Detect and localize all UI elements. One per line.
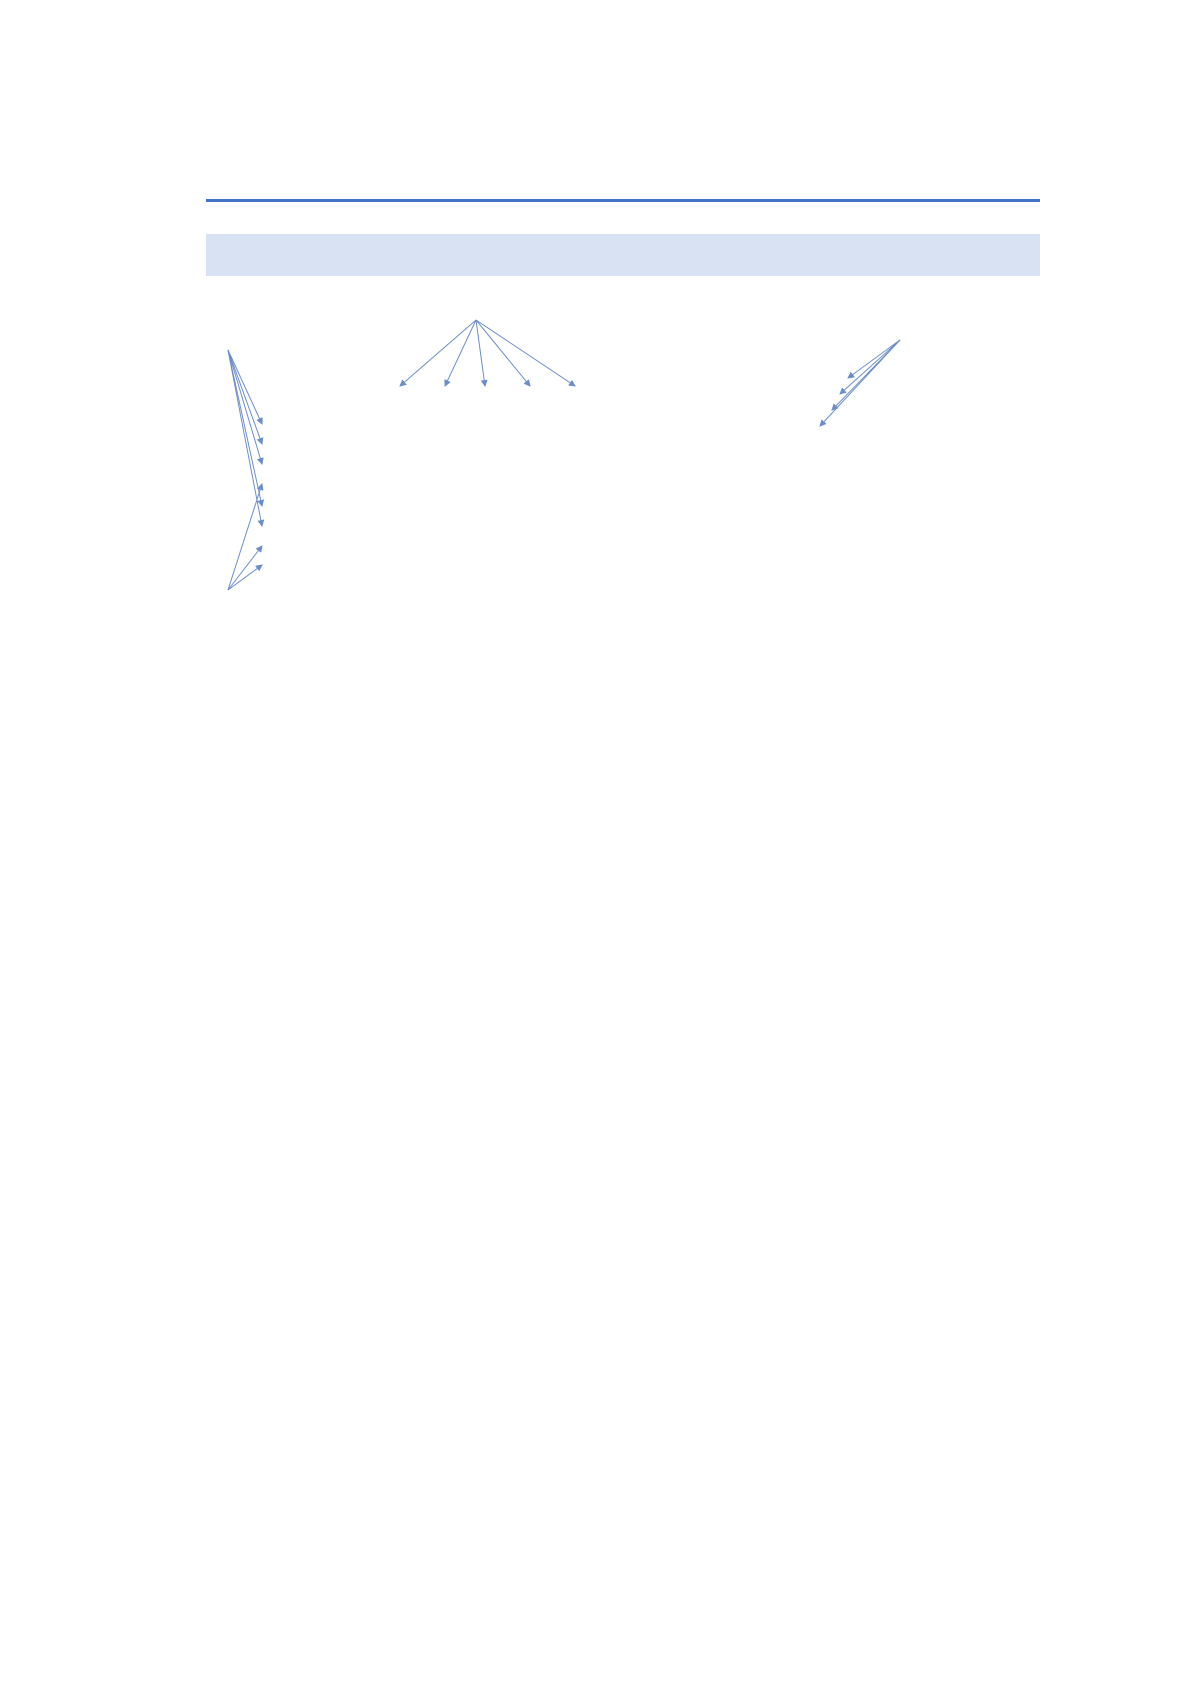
datacube-figure <box>110 1010 490 1340</box>
figure-arrows <box>200 300 1060 630</box>
section-heading-text <box>206 241 210 269</box>
section-heading <box>206 234 1040 276</box>
title-rule <box>206 199 1040 202</box>
